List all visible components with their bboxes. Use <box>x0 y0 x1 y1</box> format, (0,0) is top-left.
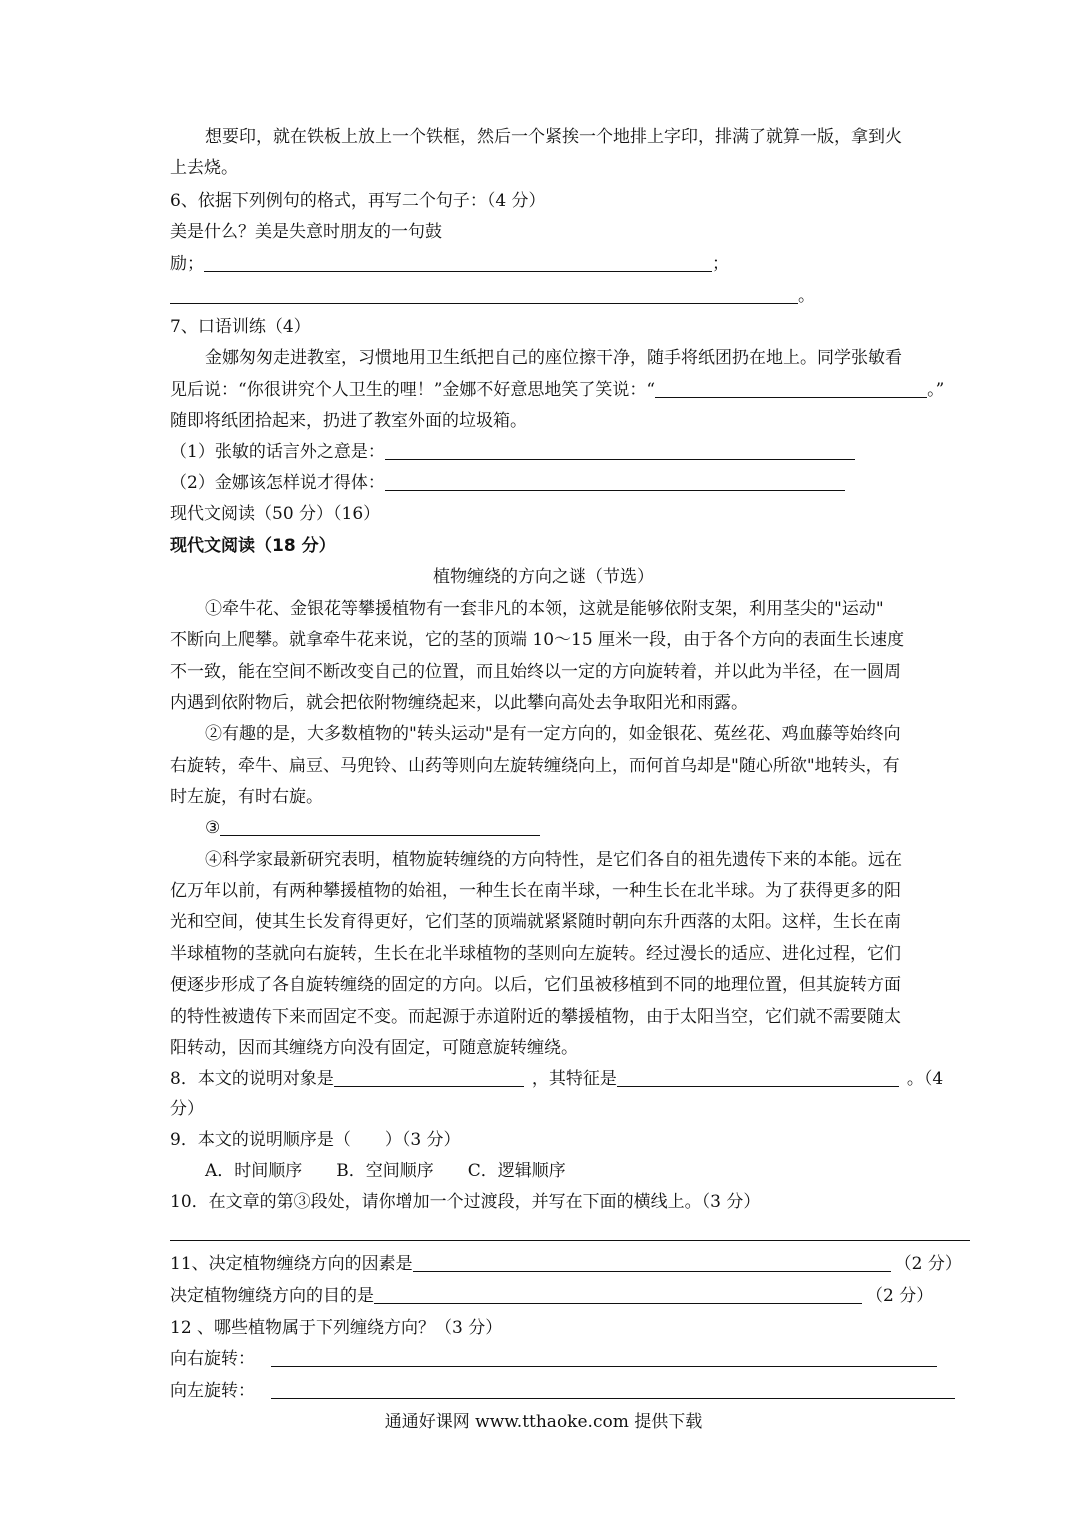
q11a-blank[interactable] <box>413 1253 891 1272</box>
section-heading-bold: 现代文阅读（18 分） <box>170 536 336 556</box>
q8-blank-feature[interactable] <box>617 1068 899 1087</box>
q12-right-line <box>170 1348 937 1370</box>
article-p4-line-7: 阳转动，因而其缠绕方向没有固定，可随意旋转缠绕。 <box>170 1038 578 1058</box>
q9-options: A．时间顺序 B．空间顺序 C．逻辑顺序 <box>205 1161 566 1181</box>
intro-line-1: 想要印，就在铁板上放上一个铁框，然后一个紧挨一个地排上字印，排满了就算一版，拿到火 <box>205 127 902 147</box>
article-p3 <box>205 817 540 839</box>
q6-blank-1[interactable] <box>204 253 712 272</box>
q6-example-line-2: 励； <box>170 254 204 274</box>
q11b-score: （2 分） <box>866 1286 934 1306</box>
article-p1-line-2: 不断向上爬攀。就拿牵牛花来说，它的茎的顶端 10～15 厘米一段，由于各个方向的表面生长速度 <box>170 630 905 650</box>
q7-sub-1-label: （1）张敏的话言外之意是： <box>170 442 385 462</box>
q7-paragraph-line-2 <box>170 379 944 401</box>
article-p4-line-5: 便逐步形成了各自旋转缠绕的固定的方向。以后，它们虽被移植到不同的地理位置，但其旋转方面 <box>170 975 901 995</box>
q6-example-line-1: 美是什么？美是失意时朋友的一句鼓 <box>170 222 442 242</box>
q12-left-label: 向左旋转： <box>170 1381 255 1401</box>
article-p4-line-6: 的特性被遗传下来而固定不变。而起源于赤道附近的攀援植物，由于太阳当空，它们就不需要随太 <box>170 1007 901 1027</box>
q7-sub-2-label: （2）金娜该怎样说才得体： <box>170 473 385 493</box>
q6-answer-line-2 <box>170 285 815 307</box>
q7-title: 7、口语训练（4） <box>170 317 311 337</box>
article-p1-line-1: ①牵牛花、金银花等攀援植物有一套非凡的本领，这就是能够依附支架，利用茎尖的"运动" <box>205 599 884 619</box>
q7-paragraph-line-3: 随即将纸团拾起来，扔进了教室外面的垃圾箱。 <box>170 411 527 431</box>
article-p4-line-3: 光和空间，使其生长发育得更好，它们茎的顶端就紧紧随时朝向东升西落的太阳。这样，生长在南 <box>170 912 901 932</box>
q7-paragraph-line-1: 金娜匆匆走进教室，习惯地用卫生纸把自己的座位擦干净，随手将纸团扔在地上。同学张敏看 <box>205 348 902 368</box>
q6-period: 。 <box>798 286 815 306</box>
q11a-line <box>170 1253 962 1275</box>
article-p4-line-2: 亿万年以前，有两种攀援植物的始祖，一种生长在南半球，一种生长在北半球。为了获得更多的阳 <box>170 881 901 901</box>
article-p4-line-4: 半球植物的茎就向右旋转，生长在北半球植物的茎则向左旋转。经过漫长的适应、进化过程，它们 <box>170 944 901 964</box>
q7-dialogue-close: 。” <box>927 380 945 400</box>
article-p3-blank[interactable] <box>220 817 540 836</box>
q10-title: 10．在文章的第③段处，请你增加一个过渡段，并写在下面的横线上。（3 分） <box>170 1192 761 1212</box>
q10-answer-line[interactable] <box>170 1240 970 1241</box>
q6-blank-2[interactable] <box>170 285 798 304</box>
q7-dialogue-blank[interactable] <box>655 379 927 398</box>
q9-title: 9．本文的说明顺序是（ ）（3 分） <box>170 1130 461 1150</box>
q8-label: 8．本文的说明对象是 <box>170 1069 334 1089</box>
q12-left-blank[interactable] <box>271 1380 955 1399</box>
article-p2-line-2: 右旋转，牵牛、扁豆、马兜铃、山药等则向左旋转缠绕向上，而何首乌却是"随心所欲"地转头，有 <box>170 756 900 776</box>
q11a-label: 11、决定植物缠绕方向的因素是 <box>170 1254 413 1274</box>
q11a-score: （2 分） <box>894 1254 962 1274</box>
section-heading-plain: 现代文阅读（50 分）（16） <box>170 504 381 524</box>
q7-dialogue: 见后说：“你很讲究个人卫生的哩！”金娜不好意思地笑了笑说：“ <box>170 380 656 400</box>
q12-right-blank[interactable] <box>271 1348 937 1367</box>
q11b-label: 决定植物缠绕方向的目的是 <box>170 1286 374 1306</box>
q12-left-line <box>170 1380 955 1402</box>
article-p2-line-1: ②有趣的是，大多数植物的"转头运动"是有一定方向的，如金银花、菟丝花、鸡血藤等始终向 <box>205 724 901 744</box>
q8-score: 。（4 <box>906 1069 944 1089</box>
q8-score-cont: 分） <box>170 1099 204 1119</box>
q7-sub-2-blank[interactable] <box>385 472 845 491</box>
intro-line-2: 上去烧。 <box>170 158 238 178</box>
article-p3-mark: ③ <box>205 818 221 838</box>
q6-semicolon: ； <box>712 254 729 274</box>
article-p2-line-3: 时左旋，有时右旋。 <box>170 787 323 807</box>
article-p1-line-3: 不一致，能在空间不断改变自己的位置，而且始终以一定的方向旋转着，并以此为半径，在一圆周 <box>170 662 901 682</box>
q11b-blank[interactable] <box>374 1285 862 1304</box>
q7-sub-1-blank[interactable] <box>385 441 855 460</box>
article-p1-line-4: 内遇到依附物后，就会把依附物缠绕起来，以此攀向高处去争取阳光和雨露。 <box>170 693 748 713</box>
q8-blank-object[interactable] <box>334 1068 524 1087</box>
q6-answer-line-1 <box>170 253 729 275</box>
q7-sub-1 <box>170 441 855 463</box>
q6-title: 6、依据下列例句的格式，再写二个句子：（4 分） <box>170 191 546 211</box>
article-p4-line-1: ④科学家最新研究表明，植物旋转缠绕的方向特性，是它们各自的祖先遗传下来的本能。远在 <box>205 850 902 870</box>
q8-line <box>170 1068 943 1090</box>
q12-right-label: 向右旋转： <box>170 1349 255 1369</box>
q11b-line <box>170 1285 933 1307</box>
q8-label-2: ，其特征是 <box>531 1069 617 1089</box>
footer-text: 通通好课网 www.tthaoke.com 提供下载 <box>384 1412 703 1432</box>
q12-title: 12 、哪些植物属于下列缠绕方向？（3 分） <box>170 1318 503 1338</box>
article-title: 植物缠绕的方向之谜（节选） <box>433 567 654 587</box>
q7-sub-2 <box>170 472 845 494</box>
